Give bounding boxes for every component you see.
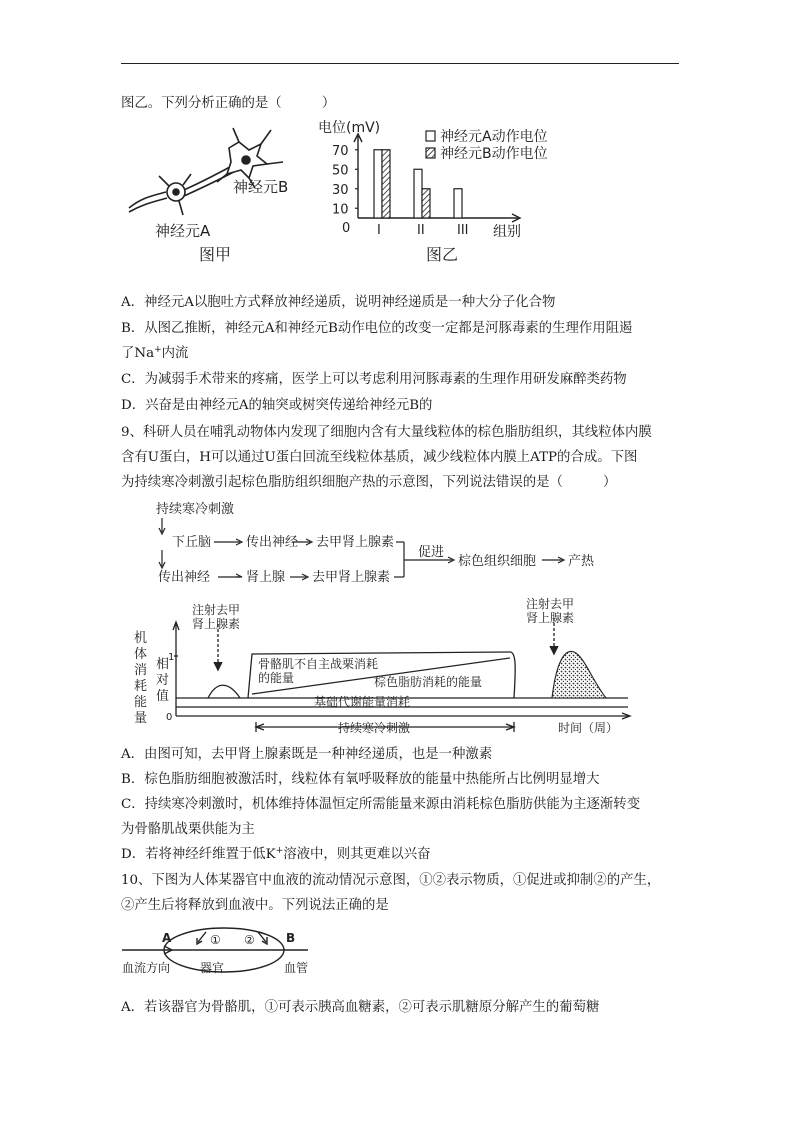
label-muscle-1: 骨骼肌不自主战栗消耗 xyxy=(258,657,379,671)
yi-ytick-label: 10 xyxy=(332,202,349,218)
q10-label-s2: ② xyxy=(244,933,255,947)
q10-label-s1: ① xyxy=(210,933,221,947)
q10-stem-line2: ②产生后将释放到血液中。下列说法正确的是 xyxy=(121,898,389,913)
ylabel-outer-4: 耗 xyxy=(134,679,148,694)
ylabel-outer-1: 机 xyxy=(134,631,148,646)
q10-label-organ: 器官 xyxy=(200,961,225,975)
label-neuron-b: 神经元B xyxy=(233,178,289,196)
flow-r2-3: 去甲肾上腺素 xyxy=(312,570,391,585)
flow-r2-1: 传出神经 xyxy=(158,570,211,585)
figure-q10 xyxy=(118,920,318,982)
ylabel-outer-5: 能 xyxy=(134,695,148,710)
legend-a: 神经元A动作电位 xyxy=(440,129,548,145)
legend-b: 神经元B动作电位 xyxy=(440,146,548,162)
yi-category-label: II xyxy=(417,223,425,238)
yi-ytick-label: 50 xyxy=(332,163,349,179)
q8-option-b-line2: 了Na+内流 xyxy=(121,345,189,361)
ylabel-outer-2: 体 xyxy=(134,647,148,662)
q8-option-d: D．兴奋是由神经元A的轴突或树突传递给神经元B的 xyxy=(121,398,433,413)
legend-swatch-a xyxy=(426,131,435,141)
label-brown-fat: 棕色脂肪消耗的能量 xyxy=(374,675,483,689)
flow-r1-1: 下丘脑 xyxy=(172,535,212,550)
flow-result: 产热 xyxy=(568,554,595,569)
flow-r1-3: 去甲肾上腺素 xyxy=(316,535,395,550)
yi-bar-a-i xyxy=(374,150,382,218)
yi-bar-b-i xyxy=(382,150,390,218)
flow-start: 持续寒冷刺激 xyxy=(156,502,235,517)
q9-option-c-line2: 为骨骼肌战栗供能为主 xyxy=(121,822,255,837)
yi-xlabel: 组别 xyxy=(493,224,521,240)
ylabel-one: 1 xyxy=(168,652,175,663)
flow-r1-2: 传出神经 xyxy=(246,535,299,550)
header-rule xyxy=(121,63,679,64)
inject-right-1: 注射去甲 xyxy=(526,597,575,611)
flow-target: 棕色组织细胞 xyxy=(458,554,537,569)
label-cold-span: 持续寒冷刺激 xyxy=(338,721,411,735)
q9-stem-line2: 含有U蛋白，H可以通过U蛋白回流至线粒体基质，减少线粒体内膜上ATP的合成。下图 xyxy=(121,450,638,465)
ylabel-inner-3: 值 xyxy=(156,689,170,704)
q10-label-vessel: 血管 xyxy=(284,961,309,975)
q9-stem-line1: 9、科研人员在哺乳动物体内发现了细胞内含有大量线粒体的棕色脂肪组织，其线粒体内膜 xyxy=(121,425,652,440)
caption-yi: 图乙 xyxy=(426,245,459,264)
ylabel-inner-2: 对 xyxy=(156,673,170,688)
inject-left-1: 注射去甲 xyxy=(192,603,241,617)
yi-ytick-label: 70 xyxy=(332,143,349,159)
label-time: 时间（周） xyxy=(558,721,619,735)
yi-origin: 0 xyxy=(342,221,351,236)
q9-stem-line3: 为持续寒冷刺激引起棕色脂肪组织细胞产热的示意图，下列说法错误的是（ ） xyxy=(121,475,617,490)
flow-r2-2: 肾上腺 xyxy=(246,570,286,585)
inject-right-2: 肾上腺素 xyxy=(526,611,575,625)
q9-option-a: A．由图可知，去甲肾上腺素既是一种神经递质，也是一种激素 xyxy=(121,747,493,762)
flow-promote: 促进 xyxy=(418,545,445,560)
yi-bar-b-ii xyxy=(422,189,430,218)
q9-option-b: B．棕色脂肪细胞被激活时，线粒体有氧呼吸释放的能量中热能所占比例明显增大 xyxy=(121,772,600,787)
yi-bar-a-iii xyxy=(454,189,462,218)
q9-option-d: D．若将神经纤维置于低K+溶液中，则其更难以兴奋 xyxy=(121,846,431,862)
q10-option-a: A．若该器官为骨骼肌，①可表示胰高血糖素，②可表示肌糖原分解产生的葡萄糖 xyxy=(121,1000,600,1015)
figure-q9-flow xyxy=(150,498,610,590)
ylabel-outer-3: 消 xyxy=(134,663,148,678)
figure-jia-neurons xyxy=(121,120,321,270)
dotted-peak xyxy=(552,651,606,698)
caption-jia: 图甲 xyxy=(199,245,232,264)
ylabel-inner-1: 相 xyxy=(156,657,170,672)
q10-label-flow: 血流方向 xyxy=(122,961,171,975)
label-muscle-2: 的能量 xyxy=(258,671,295,685)
legend-swatch-b xyxy=(426,148,435,158)
q9-option-c-line1: C．持续寒冷刺激时，机体维持体温恒定所需能量来源由消耗棕色脂肪供能为主逐渐转变 xyxy=(121,797,641,812)
yi-category-label: I xyxy=(377,223,381,238)
q8-stem-tail: 图乙。下列分析正确的是（ ） xyxy=(121,96,336,111)
yi-ytick-label: 30 xyxy=(332,182,349,198)
q8-option-b-line1: B．从图乙推断，神经元A和神经元B动作电位的改变一定都是河豚毒素的生理作用阻遏 xyxy=(121,321,633,336)
q10-label-a: A xyxy=(162,931,172,945)
ylabel-outer-6: 量 xyxy=(134,711,148,726)
yi-bar-a-ii xyxy=(414,169,422,218)
figure-yi-chart xyxy=(318,118,580,268)
q8-option-c: C．为减弱手术带来的疼痛，医学上可以考虑利用河豚毒素的生理作用研发麻醉类药物 xyxy=(121,372,627,387)
graph-origin: 0 xyxy=(166,712,173,723)
figure-q9-graph xyxy=(128,594,648,742)
label-neuron-a: 神经元A xyxy=(155,222,211,240)
q10-stem-line1: 10、下图为人体某器官中血液的流动情况示意图，①②表示物质，①促进或抑制②的产生， xyxy=(121,873,661,888)
yi-category-label: III xyxy=(457,223,469,238)
q10-label-b: B xyxy=(286,931,296,945)
inject-left-2: 肾上腺素 xyxy=(192,617,241,631)
q8-option-a: A．神经元A以胞吐方式释放神经递质，说明神经递质是一种大分子化合物 xyxy=(121,295,556,310)
label-basal: 基础代谢能量消耗 xyxy=(314,695,411,709)
yi-ylabel: 电位(mV) xyxy=(318,120,381,136)
